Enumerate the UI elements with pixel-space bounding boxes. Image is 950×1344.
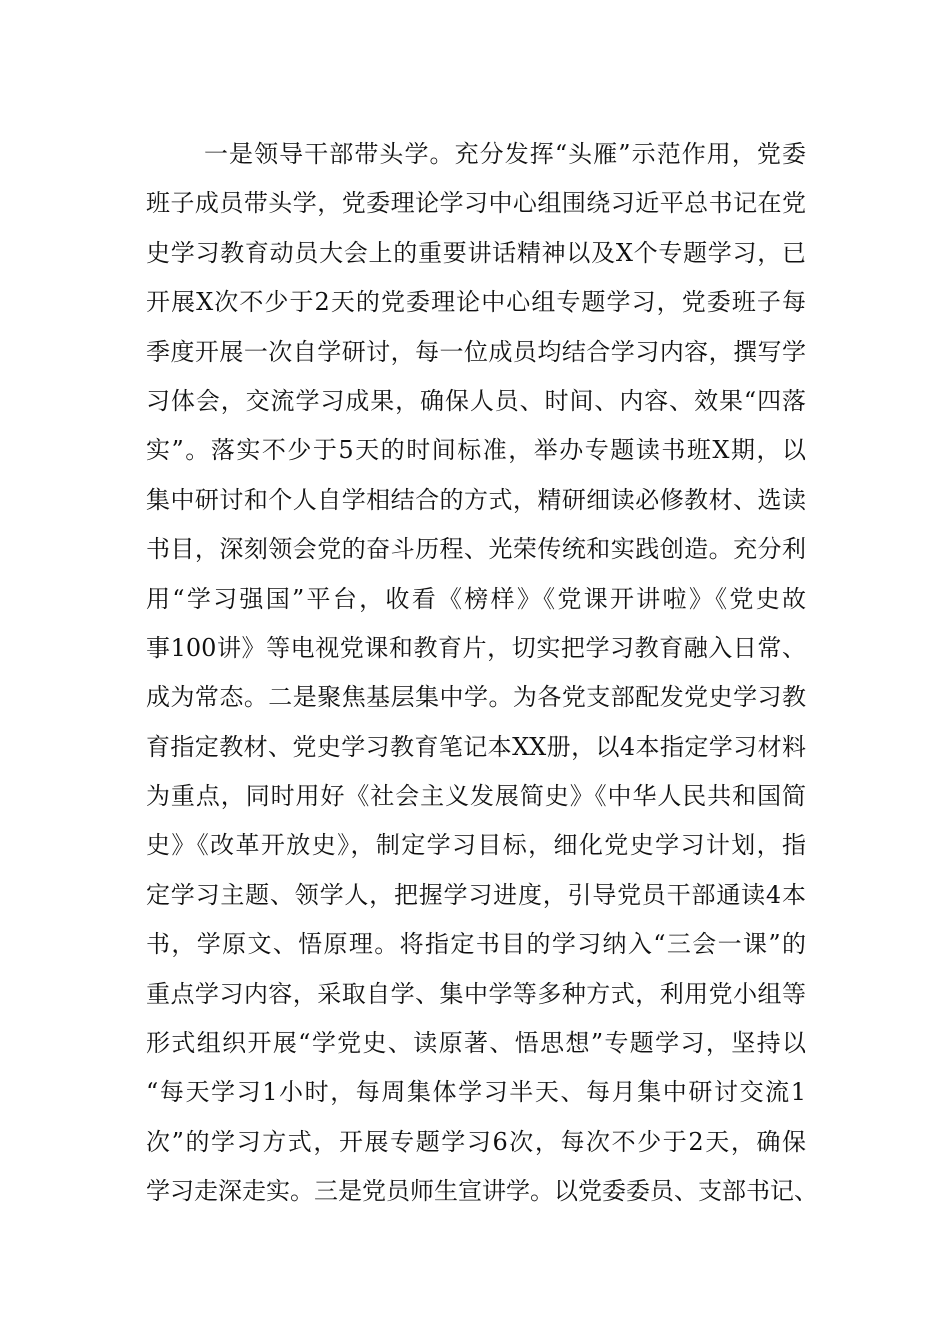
paragraph-line: 育指定教材、党史学习教育笔记本XX册，以4本指定学习材料 [146,732,806,761]
paragraph-line: 为重点，同时用好《社会主义发展简史》《中华人民共和国简 [146,782,806,811]
body-paragraph [146,130,818,1217]
paragraph-line: 用“学习强国”平台，收看《榜样》《党课开讲啦》《党史故 [146,584,806,613]
paragraph-line: 成为常态。二是聚焦基层集中学。为各党支部配发党史学习教 [146,683,806,712]
paragraph-line: 史》《改革开放史》，制定学习目标，细化党史学习计划，指 [146,831,806,860]
paragraph-line: 重点学习内容，采取自学、集中学等多种方式，利用党小组等 [146,979,806,1008]
paragraph-line: 形式组织开展“学党史、读原著、悟思想”专题学习，坚持以 [146,1029,806,1058]
paragraph-line: 书，学原文、悟原理。将指定书目的学习纳入“三会一课”的 [146,930,806,959]
paragraph-line: 集中研讨和个人自学相结合的方式，精研细读必修教材、选读 [146,485,806,514]
paragraph-line: 开展X次不少于2天的党委理论中心组专题学习，党委班子每 [146,288,806,317]
paragraph-line: 事100讲》等电视党课和教育片，切实把学习教育融入日常、 [146,633,806,662]
paragraph-line: 班子成员带头学，党委理论学习中心组围绕习近平总书记在党 [146,189,806,218]
paragraph-line: 季度开展一次自学研讨，每一位成员均结合学习内容，撰写学 [146,337,806,366]
paragraph-line: 一是领导干部带头学。充分发挥“头雁”示范作用，党委 [204,140,806,168]
paragraph-line: 书目，深刻领会党的奋斗历程、光荣传统和实践创造。充分利 [146,535,806,564]
paragraph-line: 定学习主题、领学人，把握学习进度，引导党员干部通读4本 [146,880,806,909]
paragraph-line: 习体会，交流学习成果，确保人员、时间、内容、效果“四落 [146,386,806,415]
paragraph-line: 次”的学习方式，开展专题学习6次，每次不少于2天，确保 [146,1127,806,1156]
paragraph-line: 实”。落实不少于5天的时间标准，举办专题读书班X期，以 [146,436,806,465]
paragraph-line: “每天学习1小时，每周集体学习半天、每月集中研讨交流1 [146,1078,806,1107]
paragraph-line: 史学习教育动员大会上的重要讲话精神以及X个专题学习，已 [146,238,806,267]
paragraph-line: 学习走深走实。三是党员师生宣讲学。以党委委员、支部书记、 [146,1177,818,1206]
